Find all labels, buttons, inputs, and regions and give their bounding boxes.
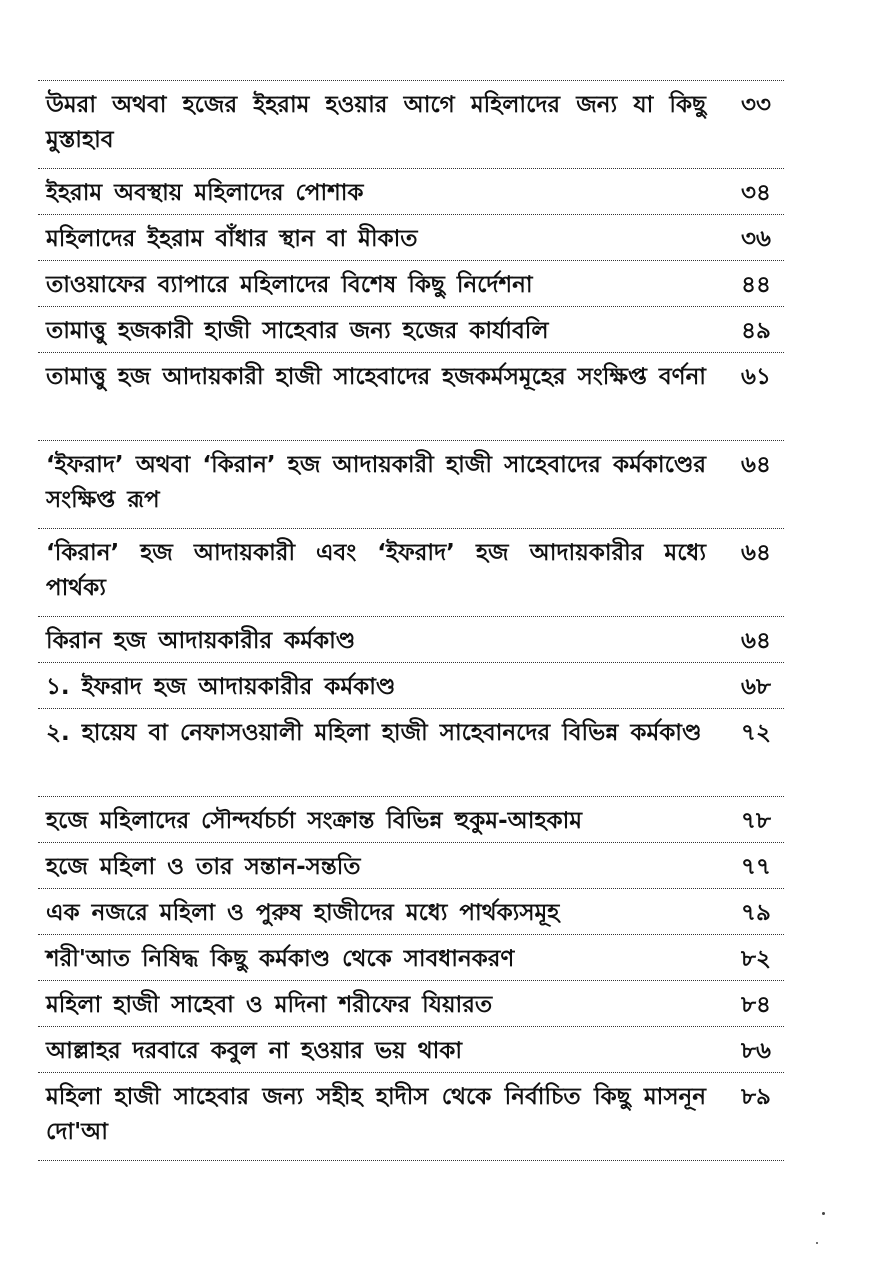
toc-entry-title: শরী'আত নিষিদ্ধ কিছু কর্মকাণ্ড থেকে সাবধানকরণ [46,946,515,972]
toc-entry-title: উমরা অথবা হজের ইহরাম হওয়ার আগে মহিলাদের জন্য যা কিছু মুস্তাহাব [46,92,706,153]
toc-entry-title: কিরান হজ আদায়কারীর কর্মকাণ্ড [46,628,356,654]
toc-entry [38,617,784,663]
toc-entry-title: তামাত্তু হজকারী হাজী সাহেবার জন্য হজের কার্যাবলি [46,318,549,344]
toc-entry-page: ৬৪ [741,540,771,566]
toc-entry [38,169,784,215]
toc-entry-page: ৭৭ [741,854,771,880]
toc-entry-page: ৩৬ [741,226,771,252]
toc-entry [38,307,784,353]
toc-entry-title: হজে মহিলা ও তার সন্তান-সন্ততি [46,854,361,880]
toc-entry [38,663,784,709]
toc-entry-page: ৬১ [741,364,771,390]
toc-entry [38,441,784,529]
toc-entry-page: ৩৪ [741,180,771,206]
toc-entry [38,709,784,797]
toc-entry-page: ৬৪ [741,452,771,478]
toc-entry-page: ৭৯ [741,900,771,926]
toc-entry [38,843,784,889]
toc-entry-page: ৬৮ [741,674,771,700]
toc-entry-title: ‘ইফরাদ’ অথবা ‘কিরান’ হজ আদায়কারী হাজী সাহেবাদের কর্মকাণ্ডের সংক্ষিপ্ত রূপ [46,452,706,513]
toc-entry [38,215,784,261]
print-speck [822,1212,825,1215]
toc-entry [38,1073,784,1161]
toc-entry-title: মহিলা হাজী সাহেবার জন্য সহীহ হাদীস থেকে নির্বাচিত কিছু মাসনূন দো'আ [46,1084,706,1145]
toc-entry-page: ৭৮ [741,808,771,834]
toc-entry [38,935,784,981]
toc-entry-page: ৩৩ [741,92,771,118]
toc-entry-title: মহিলাদের ইহরাম বাঁধার স্থান বা মীকাত [46,226,418,252]
toc-entry-title: ‘কিরান’ হজ আদায়কারী এবং ‘ইফরাদ’ হজ আদায়কারীর মধ্যে পার্থক্য [46,540,706,601]
toc-entry-page: ৬৪ [741,628,771,654]
toc-entry-page: ৮২ [741,946,771,972]
toc-entry-title: হজে মহিলাদের সৌন্দর্যচর্চা সংক্রান্ত বিভিন্ন হুকুম-আহকাম [46,808,583,834]
toc-entry [38,1027,784,1073]
toc-entry [38,81,784,169]
toc-entry [38,981,784,1027]
toc-entry [38,353,784,441]
toc-entry-title: ১. ইফরাদ হজ আদায়কারীর কর্মকাণ্ড [46,674,396,700]
toc-entry [38,797,784,843]
toc-entry-title: ২. হায়েয বা নেফাসওয়ালী মহিলা হাজী সাহেবানদের বিভিন্ন কর্মকাণ্ড [46,720,702,746]
toc-entry-page: ৮৯ [741,1084,771,1110]
print-speck [816,1242,818,1244]
toc-entry [38,889,784,935]
toc-entry-page: ৪৪ [741,272,771,298]
toc-entry-title: এক নজরে মহিলা ও পুরুষ হাজীদের মধ্যে পার্থক্যসমূহ [46,900,560,926]
toc-entry [38,529,784,617]
table-of-contents [38,80,784,1161]
toc-entry-title: তাওয়াফের ব্যাপারে মহিলাদের বিশেষ কিছু নির্দেশনা [46,272,533,298]
toc-entry-title: তামাত্তু হজ আদায়কারী হাজী সাহেবাদের হজকর্মসমূহের সংক্ষিপ্ত বর্ণনা [46,364,706,390]
toc-entry-page: ৭২ [741,720,771,746]
toc-entry-page: ৮৪ [741,992,771,1018]
toc-entry-page: ৮৬ [741,1038,771,1064]
toc-entry-title: ইহরাম অবস্থায় মহিলাদের পোশাক [46,180,364,206]
toc-entry [38,261,784,307]
toc-entry-title: আল্লাহর দরবারে কবুল না হওয়ার ভয় থাকা [46,1038,463,1064]
toc-entry-page: ৪৯ [741,318,771,344]
toc-entry-title: মহিলা হাজী সাহেবা ও মদিনা শরীফের যিয়ারত [46,992,493,1018]
